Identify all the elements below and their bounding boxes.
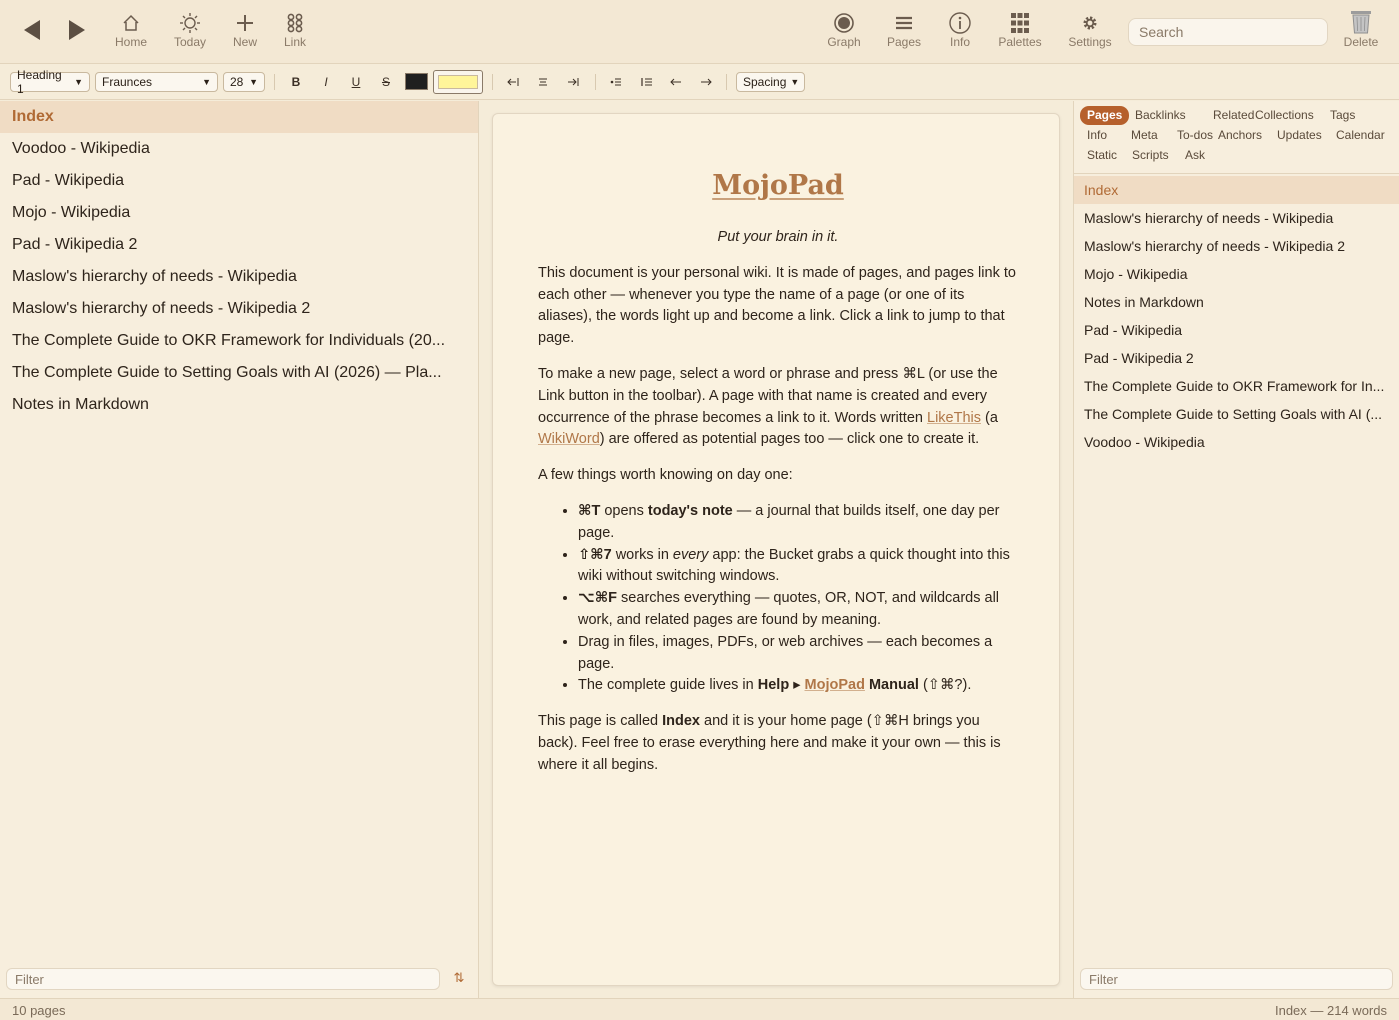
page-list-sidebar [0, 101, 479, 998]
back-button[interactable] [18, 16, 46, 44]
inspector-page-item[interactable]: Voodoo - Wikipedia [1084, 434, 1205, 450]
tips-list [538, 501, 1018, 697]
sidebar-page-item[interactable]: Pad - Wikipedia 2 [12, 236, 138, 253]
inspector-page-item[interactable]: Maslow's hierarchy of needs - Wikipedia 2 [1084, 238, 1346, 254]
text-run: app: the Bucket grabs a quick thought into this wiki without switching windows. [578, 546, 1010, 585]
align-right-icon [567, 77, 579, 87]
sidebar-page-item[interactable]: Maslow's hierarchy of needs - Wikipedia [12, 268, 297, 285]
list-item [578, 588, 1018, 632]
inspector-page-item[interactable]: Mojo - Wikipedia [1084, 266, 1188, 282]
divider [595, 74, 596, 90]
list-item: • Drag in files, images, PDFs, or web archives — each becomes a page. [578, 632, 1018, 676]
pages-button[interactable] [874, 12, 934, 49]
document-content[interactable] [538, 166, 1018, 777]
sidebar-page-item[interactable]: Pad - Wikipedia [12, 172, 125, 189]
sun-icon [179, 12, 201, 34]
highlight-color-swatch [438, 75, 478, 89]
tab-scripts[interactable]: Scripts [1132, 148, 1169, 162]
grid-icon [1011, 13, 1029, 33]
divider [274, 74, 275, 90]
inspector-page-item[interactable]: Notes in Markdown [1084, 294, 1204, 310]
tab-static[interactable]: Static [1087, 148, 1118, 162]
palettes-label: Palettes [998, 35, 1042, 49]
bold-button[interactable]: B [291, 75, 301, 89]
tab-tags[interactable]: Tags [1330, 108, 1356, 122]
plus-icon [236, 14, 254, 32]
tab-anchors[interactable]: Anchors [1218, 128, 1263, 142]
document-title: MojoPad [712, 170, 844, 201]
bold-text: Index [662, 713, 700, 730]
back-arrow-icon [22, 19, 42, 41]
font-family-value: Fraunces [102, 75, 153, 89]
inspector-page-item[interactable]: The Complete Guide to Setting Goals with AI (... [1084, 406, 1383, 422]
delete-label: Delete [1343, 35, 1379, 49]
numbered-list-icon [640, 77, 653, 87]
document-page[interactable] [492, 113, 1060, 986]
outdent-button[interactable] [665, 73, 687, 91]
inspector-page-item[interactable]: Pad - Wikipedia [1084, 322, 1183, 338]
word-count: Index — 214 words [1274, 1003, 1387, 1018]
bold-text: Manual [864, 677, 919, 694]
paragraph-links [538, 364, 1018, 451]
italic-button[interactable]: I [324, 75, 328, 89]
sort-button[interactable] [451, 970, 467, 986]
paragraph-style-select[interactable] [10, 68, 90, 96]
underline-button[interactable]: U [351, 75, 361, 89]
divider [726, 74, 727, 90]
sidebar-page-item[interactable]: Mojo - Wikipedia [12, 204, 131, 221]
document-subtitle: Put your brain in it. [717, 229, 839, 245]
sidebar-filter-input[interactable] [6, 968, 440, 990]
gear-icon [1082, 15, 1098, 31]
tab-related[interactable]: Related [1213, 108, 1255, 122]
paragraph-style-value: Heading 1 [17, 68, 62, 96]
shortcut-key: ⌘T [578, 502, 601, 519]
text-run: This page is called [538, 713, 663, 730]
graph-button[interactable] [814, 12, 874, 49]
info-button[interactable] [930, 12, 990, 49]
align-right-button[interactable] [562, 73, 584, 91]
list-lines-icon [895, 15, 913, 31]
inspector-panel [1073, 101, 1399, 998]
paragraph-home [538, 711, 1018, 776]
shortcut-key: ⌥⌘F [578, 590, 618, 607]
numbered-list-button[interactable] [635, 73, 657, 91]
graph-icon [833, 12, 855, 34]
bold-text: Help ▸ [757, 677, 805, 694]
arrow-right-icon [700, 78, 712, 86]
list-item [578, 675, 1018, 697]
font-size-value: 28 [230, 75, 244, 89]
indent-button[interactable] [695, 73, 717, 91]
home-button[interactable] [101, 12, 161, 49]
chevron-down-icon: ▼ [202, 77, 211, 87]
text-run: — a journal that builds itself, one day per page. [578, 502, 1000, 541]
text-color-swatch[interactable] [405, 73, 428, 90]
sidebar-page-item[interactable]: Index [0, 101, 478, 133]
spacing-value: Spacing [743, 75, 787, 89]
text-run: The complete guide lives in [578, 677, 758, 694]
bullet-list-button[interactable] [605, 73, 627, 91]
tab-backlinks[interactable]: Backlinks [1135, 108, 1186, 122]
align-center-button[interactable] [532, 73, 554, 91]
sidebar-page-item[interactable]: Notes in Markdown [12, 396, 149, 413]
editor-area [480, 101, 1072, 998]
strikethrough-button[interactable]: S [381, 75, 390, 89]
text-run: works in [611, 546, 673, 563]
page-count: 10 pages [12, 1003, 66, 1018]
home-label: Home [114, 35, 147, 49]
chain-link-icon [287, 13, 303, 33]
mojopad-link[interactable]: MojoPad [804, 677, 865, 694]
paragraph-intro: This document is your personal wiki. It is made of pages, and pages link to each other — whenever you type the name of a page (or one of its aliases), the words light up and become a link. Click a link to jump to that page. [538, 264, 1016, 347]
tab-collections[interactable]: Collections [1255, 108, 1314, 122]
text-run: opens [600, 502, 648, 519]
inspector-filter-input[interactable] [1080, 968, 1393, 990]
tab-info[interactable]: Info [1087, 128, 1108, 142]
inspector-page-item[interactable]: Index [1074, 176, 1399, 204]
tab-updates[interactable]: Updates [1277, 128, 1322, 142]
chevron-down-icon: ▼ [74, 77, 83, 87]
list-item [578, 545, 1018, 589]
sidebar-page-item[interactable]: The Complete Guide to OKR Framework for Individuals (20... [12, 332, 446, 349]
home-icon [122, 14, 140, 32]
wikiword-link-likethis[interactable]: LikeThis [927, 409, 981, 426]
sidebar-page-item[interactable]: Voodoo - Wikipedia [12, 140, 150, 157]
info-label: Info [949, 35, 970, 49]
today-label: Today [173, 35, 207, 49]
trash-icon [1350, 10, 1372, 34]
list-item [578, 501, 1018, 545]
chevron-down-icon: ▼ [249, 77, 258, 87]
new-label: New [232, 35, 257, 49]
forward-arrow-icon [67, 19, 87, 41]
divider [1074, 173, 1399, 174]
link-button[interactable] [265, 12, 325, 49]
settings-label: Settings [1068, 35, 1112, 49]
text-run: and it is your home page (⇧⌘H brings you back). Feel free to erase everything here and make it your own — this is where it all begins. [538, 713, 1001, 773]
arrow-left-icon [670, 78, 682, 86]
paragraph-tips-intro: A few things worth knowing on day one: [538, 467, 793, 484]
sidebar-page-item[interactable]: The Complete Guide to Setting Goals with AI (2026) — Pla... [12, 364, 442, 381]
forward-button[interactable] [63, 16, 91, 44]
bold-text: today's note [647, 502, 733, 519]
text-run: ) are offered as potential pages too — click one to create it. [599, 431, 980, 448]
palettes-button[interactable] [990, 12, 1050, 49]
format-toolbar [0, 64, 1399, 100]
inspector-page-item[interactable]: The Complete Guide to OKR Framework for In... [1084, 378, 1385, 394]
emphasis-text: every [672, 546, 709, 563]
main-toolbar [0, 0, 1399, 64]
shortcut-key: ⇧⌘7 [578, 546, 612, 563]
highlight-color-well[interactable] [433, 70, 483, 94]
tab-pages[interactable]: Pages [1080, 106, 1129, 125]
tab-ask[interactable]: Ask [1185, 148, 1206, 162]
inspector-page-item[interactable]: Pad - Wikipedia 2 [1084, 350, 1194, 366]
align-center-icon [538, 77, 548, 87]
text-run: (⇧⌘?). [918, 677, 972, 694]
tab-calendar[interactable]: Calendar [1336, 128, 1385, 142]
chevron-down-icon: ▼ [790, 77, 800, 87]
inspector-page-item[interactable]: Maslow's hierarchy of needs - Wikipedia [1084, 210, 1334, 226]
align-left-button[interactable] [502, 73, 524, 91]
font-family-select[interactable] [95, 72, 218, 92]
divider [492, 74, 493, 90]
text-run: (a [981, 409, 998, 426]
sidebar-page-item[interactable]: Maslow's hierarchy of needs - Wikipedia 2 [12, 300, 311, 317]
text-run: To make a new page, select a word or phrase and press ⌘L (or use the Link button in the toolbar). A page with that name is created and every occurrence of the phrase becomes a link to it. Words written [538, 365, 998, 426]
inspector-page-list [1074, 176, 1399, 456]
pages-label: Pages [886, 35, 922, 49]
tab-to-dos[interactable]: To-dos [1177, 128, 1214, 142]
search-input[interactable] [1128, 18, 1328, 46]
status-bar [0, 998, 1399, 1020]
font-size-select[interactable] [223, 72, 265, 92]
spacing-select[interactable] [736, 72, 805, 92]
text-run: searches everything — quotes, OR, NOT, and wildcards all work, and related pages are found by meaning. [578, 590, 1000, 628]
align-left-icon [507, 77, 519, 87]
today-button[interactable] [160, 12, 220, 49]
link-label: Link [283, 35, 306, 49]
tab-meta[interactable]: Meta [1131, 128, 1158, 142]
bullet-list-icon [610, 77, 622, 87]
wikiword-link-wikiword[interactable]: WikiWord [538, 431, 600, 448]
info-icon [949, 12, 971, 34]
delete-button[interactable] [1331, 10, 1391, 49]
page-list [0, 101, 478, 421]
settings-button[interactable] [1060, 12, 1120, 49]
graph-label: Graph [827, 35, 861, 49]
sort-arrows-icon: ⇅ [453, 970, 465, 985]
